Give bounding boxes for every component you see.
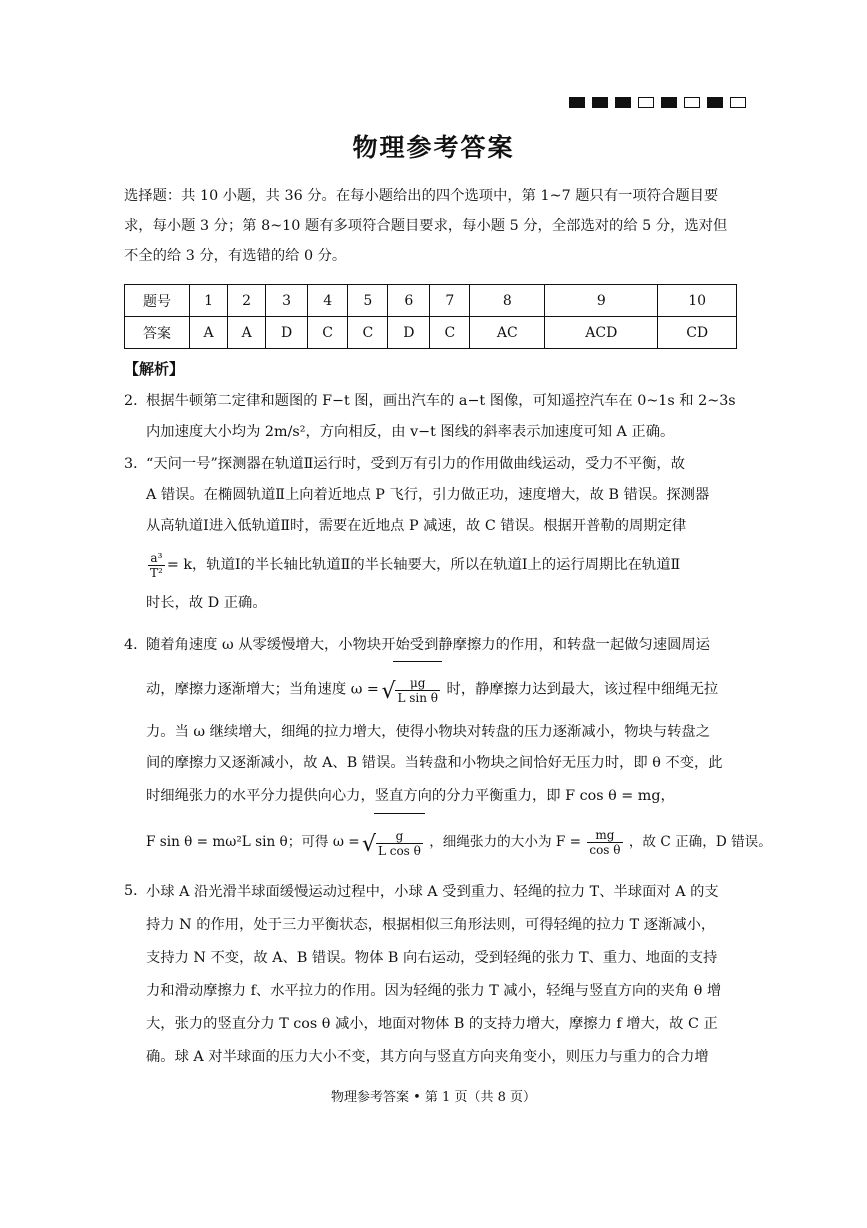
mark-empty: [684, 97, 700, 108]
text-line: “天问一号”探测器在轨道Ⅱ运行时，受到万有引力的作用做曲线运动，受力不平衡，故: [146, 456, 686, 472]
formula-line: $\frac{\text{a³}}{\text{T²}}$ = k，轨道Ⅰ的半长轴比轨道Ⅱ的半长轴要大，所以在轨道Ⅰ上的运行周期比在轨道Ⅱ: [150, 550, 681, 580]
table-cell: A: [190, 317, 228, 349]
mark-filled: [592, 97, 608, 108]
intro-line: 选择题：共 10 小题，共 36 分。在每小题给出的四个选项中，第 1~7 题只有一项符合题目要: [124, 188, 719, 204]
answer-table: [124, 284, 737, 349]
table-cell: 1: [190, 285, 228, 317]
analysis-heading: 【解析】: [124, 360, 185, 378]
text-line: 小球 A 沿光滑半球面缓慢运动过程中，小球 A 受到重力、轻绳的拉力 T、半球面对 A 的支: [146, 884, 719, 900]
page-marks: [569, 97, 746, 108]
text-line: 力。当 ω 继续增大，细绳的拉力增大，使得小物块对转盘的压力逐渐减小，物块与转盘之: [146, 724, 711, 740]
mark-filled: [615, 97, 631, 108]
table-cell: C: [430, 317, 470, 349]
mark-filled: [661, 97, 677, 108]
text-line: 支持力 N 不变，故 A、B 错误。物体 B 向右运动，受到轻绳的张力 T、重力、地面的支持: [146, 950, 718, 966]
table-cell: 9: [545, 285, 658, 317]
solution-q5: [124, 876, 749, 1074]
table-cell: C: [308, 317, 348, 349]
table-cell: ACD: [545, 317, 658, 349]
page-footer: 物理参考答案 • 第 1 页（共 8 页）: [330, 1090, 536, 1105]
table-cell: D: [266, 317, 308, 349]
table-cell: D: [388, 317, 430, 349]
question-number: 5．: [124, 883, 148, 899]
text-line: 时细绳张力的水平分力提供向心力，竖直方向的分力平衡重力，即 F cos θ = mg，: [146, 788, 675, 804]
text-line: 从高轨道Ⅰ进入低轨道Ⅱ时，需要在近地点 P 减速，故 C 错误。根据开普勒的周期定律: [146, 518, 687, 534]
text-line: 力和滑动摩擦力 f、水平拉力的作用。因为轻绳的张力 T 减小，轻绳与竖直方向的夹角 θ 增: [146, 983, 722, 999]
text-line: A 错误。在椭圆轨道Ⅱ上向着近地点 P 飞行，引力做正功，速度增大，故 B 错误。探测器: [146, 487, 710, 503]
sqrt-expression: [393, 661, 442, 718]
table-cell: 7: [430, 285, 470, 317]
text-line: 确。球 A 对半球面的压力大小不变，其方向与竖直方向夹角变小，则压力与重力的合力增: [146, 1049, 709, 1065]
sqrt-expression: [374, 813, 425, 872]
text-line: 间的摩擦力又逐渐减小，故 A、B 错误。当转盘和小物块之间恰好无压力时，即 θ 不变，此: [146, 755, 723, 771]
text-line: 持力 N 的作用，处于三力平衡状态，根据相似三角形法则，可得轻绳的拉力 T 逐渐减小，: [146, 917, 716, 933]
text-line: 随着角速度 ω 从零缓慢增大，小物块开始受到静摩擦力的作用，和转盘一起做匀速圆周运: [146, 637, 711, 653]
solution-q4: [124, 630, 772, 871]
table-cell: 10: [658, 285, 737, 317]
table-cell: 5: [348, 285, 388, 317]
text-line: 内加速度大小均为 2m/s²，方向相反，由 v−t 图线的斜率表示加速度可知 A 正确。: [146, 424, 675, 440]
text-line: 时长，故 D 正确。: [146, 595, 267, 611]
intro-line: 求，每小题 3 分；第 8~10 题有多项符合题目要求，每小题 5 分，全部选对的给 5 分，选对但: [124, 218, 728, 234]
intro-paragraph: [124, 181, 744, 271]
table-cell: AC: [470, 317, 545, 349]
table-cell: 4: [308, 285, 348, 317]
question-number: 2．: [124, 393, 148, 409]
table-cell: 6: [388, 285, 430, 317]
table-cell: A: [228, 317, 266, 349]
table-row-numbers: [125, 285, 737, 317]
table-header-cell: 答案: [125, 317, 190, 349]
table-cell: CD: [658, 317, 737, 349]
table-cell: 2: [228, 285, 266, 317]
fraction: $\frac{\text{a³}}{\text{T²}}$: [150, 550, 163, 580]
table-cell: 8: [470, 285, 545, 317]
table-cell: C: [348, 317, 388, 349]
page-title: 物理参考答案: [352, 133, 515, 162]
solution-q2: [124, 386, 749, 448]
table-row-answers: [125, 317, 737, 349]
fraction: √ $\frac{\mu g}{\text{L sin θ}}$: [397, 675, 438, 705]
question-number: 3．: [124, 456, 148, 472]
mark-filled: [569, 97, 585, 108]
fraction: √ $\frac{g}{\text{L cos θ}}$: [377, 829, 421, 858]
question-number: 4．: [124, 637, 148, 653]
table-cell: 3: [266, 285, 308, 317]
solution-q3: [124, 449, 749, 619]
mark-filled: [707, 97, 723, 108]
mark-empty: [730, 97, 746, 108]
text-line: 大，张力的竖直分力 T cos θ 减小，地面对物体 B 的支持力增大，摩擦力 f 增大，故 C 正: [146, 1016, 718, 1032]
intro-line: 不全的给 3 分，有选错的给 0 分。: [124, 248, 347, 264]
formula-line: 动，摩擦力逐渐增大；当角速度 ω = √ $\frac{\mu g}{\text{L sin θ}}$ 时，静摩擦力达到最大，该过程中细绳无拉: [146, 661, 749, 717]
text-line: 根据牛顿第二定律和题图的 F−t 图，画出汽车的 a−t 图像，可知遥控汽车在 0~1s 和 2~3s: [146, 393, 736, 409]
fraction: $\frac{mg}{\text{cos θ}}$: [589, 828, 621, 857]
mark-empty: [638, 97, 654, 108]
table-header-cell: 题号: [125, 285, 190, 317]
formula-line: F sin θ = mω²L sin θ；可得 ω = √ $\frac{g}{\text{L cos θ}}$ ，细绳张力的大小为 F = $\frac{mg}{\text{cos θ}}$ ，故 C 正确，D 错误。: [146, 813, 749, 871]
